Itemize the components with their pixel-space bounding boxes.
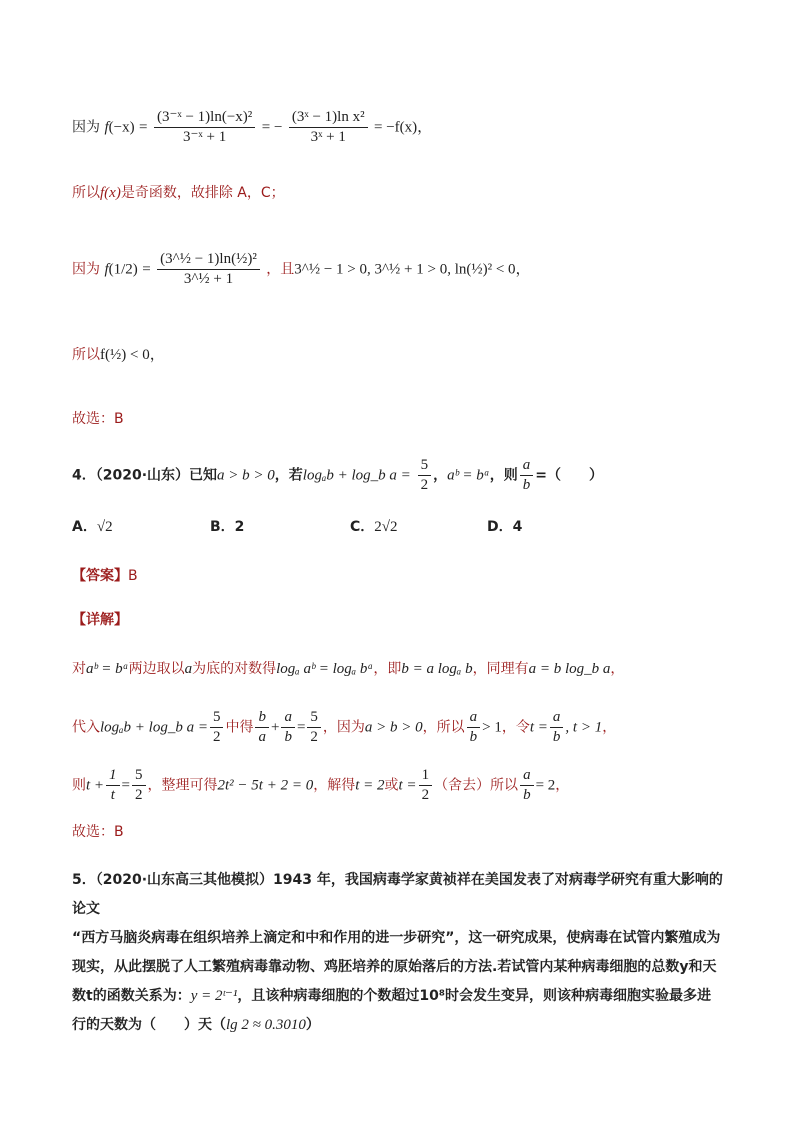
fraction: $\frac{1}{t}$ bbox=[106, 768, 120, 803]
answer-value: B bbox=[128, 568, 138, 584]
solution-line-2: 所以f(x)是奇函数，故排除 A，C； bbox=[72, 185, 285, 201]
fraction: $\frac{\text{(3ˣ − 1)ln x²}}{\text{3ˣ + 1}}$ bbox=[289, 110, 368, 145]
fraction: $\frac{1}{2}$ bbox=[419, 768, 433, 803]
fraction: $\frac{a}{b}$ bbox=[281, 710, 295, 745]
fraction: $\frac{b}{a}$ bbox=[255, 710, 269, 745]
fraction: $\frac{a}{b}$ bbox=[520, 458, 534, 493]
fraction: $\frac{\text{(3\textasciicircum{}½ − 1)ln(½)²}}{\text{3\textasciicircum{}½ + 1}}$ bbox=[157, 252, 260, 287]
option-a[interactable]: A．√2 bbox=[72, 519, 113, 535]
fraction: $\frac{5}{2}$ bbox=[307, 710, 321, 745]
option-b[interactable]: B．2 bbox=[210, 519, 245, 535]
question-5: 5．（2020·山东高三其他模拟）1943 年，我国病毒学家黄祯祥在美国发表了对病毒学研究有重大影响的论文 “西方马脑炎病毒在组织培养上滴定和中和作用的进一步研究”，这一研究成果，使病毒在试管内繁殖成为 现实，从此摆脱了人工繁殖病毒靠动物、鸡胚培养的原始落后的方法.若试管内某种病毒细胞的总数y和天 数t的函数关系为：y = 2ᵗ⁻¹，且该种病毒细胞的个数超过10⁸时会发生变异，则该种病毒细胞实验最多进 行的天数为（ ）天（lg 2 ≈ 0.3010） bbox=[72, 872, 723, 1033]
solution-line-1: 因为 f(−x) = $\frac{\text{(3⁻ˣ − 1)ln(−x)²}}{\text{3⁻ˣ + 1}}$ = − $\frac{\text{(3ˣ − 1)ln x²}}{\text{3ˣ + 1}}$ = −f(x)， bbox=[72, 109, 433, 145]
detail-line-2: 代入logₐb + log_b a = $\frac{5}{2}$ 中得 $\frac{b}{a}$ + $\frac{a}{b}$ = $\frac{5}{2}$ ，因为a > b > 0，所以 $\frac{a}{b}$ > 1，令t = $\frac{a}{b}$ , t > 1， bbox=[72, 709, 617, 745]
fraction: $\frac{a}{b}$ bbox=[520, 768, 534, 803]
fraction: $\frac{\text{(3⁻ˣ − 1)ln(−x)²}}{\text{3⁻ˣ + 1}}$ bbox=[154, 110, 255, 145]
fraction: $\frac{a}{b}$ bbox=[467, 710, 481, 745]
detail-line-1: 对aᵇ = bᵃ两边取以a为底的对数得logₐ aᵇ = logₐ bᵃ，即b = a logₐ b，同理有a = b log_b a， bbox=[72, 661, 625, 677]
solution-line-5: 故选：B bbox=[72, 411, 124, 427]
question-4: 4．（2020·山东）已知a > b > 0，若logₐb + log_b a = $\frac{5}{2}$ ，aᵇ = bᵃ，则 $\frac{a}{b}$ =（ ） bbox=[72, 457, 603, 493]
fraction: $\frac{a}{b}$ bbox=[550, 710, 564, 745]
option-c[interactable]: C．2√2 bbox=[350, 519, 398, 535]
solution-line-3: 因为 f(1/2) = $\frac{\text{(3\textasciicircum{}½ − 1)ln(½)²}}{\text{3\textasciicircum{}½ + 1}}$ ，且3^½ − 1 > 0, 3^½ + 1 > 0, ln(½)² < 0， bbox=[72, 251, 531, 287]
fraction: $\frac{5}{2}$ bbox=[418, 458, 432, 493]
detail-tag: 【详解】 bbox=[72, 612, 128, 628]
solution-line-4: 所以f(½) < 0， bbox=[72, 347, 165, 363]
fraction: $\frac{5}{2}$ bbox=[132, 768, 146, 803]
option-d[interactable]: D．4 bbox=[487, 519, 523, 535]
detail-line-4: 故选：B bbox=[72, 824, 124, 840]
line-prefix: 因为 bbox=[72, 119, 100, 136]
fraction: $\frac{5}{2}$ bbox=[210, 710, 224, 745]
answer-line bbox=[72, 569, 138, 583]
detail-line-3: 则t + $\frac{1}{t}$ = $\frac{5}{2}$ ，整理可得2t² − 5t + 2 = 0，解得t = 2或t = $\frac{1}{2}$ （舍去）所以 $\frac{a}{b}$ = 2， bbox=[72, 767, 570, 803]
answer-tag: 【答案】 bbox=[72, 568, 128, 584]
